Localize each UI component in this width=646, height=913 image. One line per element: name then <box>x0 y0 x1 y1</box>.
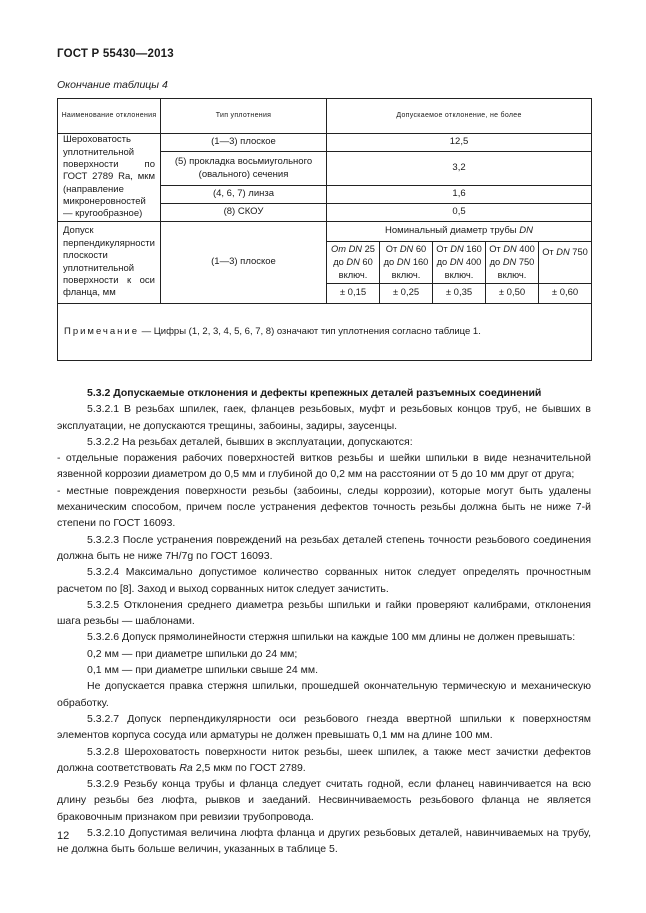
tolerance-value: ± 0,60 <box>539 284 592 304</box>
table-caption: Окончание таблицы 4 <box>57 79 168 91</box>
perpendicularity-label: Допуск перпендикулярности плоскости уплотнительной поверхности к оси фланца, мм <box>58 222 161 304</box>
paragraph: Не допускается правка стержня шпильки, прошедшей окончательную термическую и механическую обработку. <box>57 680 591 709</box>
body-text <box>57 385 591 858</box>
paragraph: - отдельные поражения рабочих поверхностей витков резьбы и шейки шпильки в виде незначительной язвенной коррозии диаметром до 0,5 мм и глубиной до 0,2 мм на расстоянии от 5 до 10 мм друг от друга; <box>57 452 591 481</box>
seal-type-cell: (1—3) плоское <box>161 134 327 152</box>
page-number: 12 <box>57 830 70 842</box>
tolerance-value: ± 0,15 <box>327 284 380 304</box>
paragraph: 5.3.2.4 Максимально допустимое количество сорванных ниток следует определять прочностным расчетом по [8]. Заход и выход сорванных ниток следует зачистить. <box>57 566 591 595</box>
paragraph: 5.3.2.10 Допустимая величина люфта фланца и других резьбовых деталей, навинчиваемых на трубу, не должна быть больше величин, указанных в таблице 5. <box>57 827 591 856</box>
nominal-diameter-header: Номинальный диаметр трубы DN <box>327 222 592 242</box>
range-cell: От DN 400 до DN 750 включ. <box>486 242 539 284</box>
col-header-name: Наименование отклонения <box>58 99 161 134</box>
seal-type-cell: (4, 6, 7) линза <box>161 186 327 204</box>
paragraph-part: 5.3.2.8 Шероховатость поверхности ниток резьбы, шеек шпилек, а также мест зачистки дефектов должна соответствовать <box>57 745 591 774</box>
deviation-value: 3,2 <box>327 152 592 186</box>
ra-symbol: Ra <box>179 761 193 774</box>
table-4 <box>57 98 591 356</box>
paragraph: 0,2 мм — при диаметре шпильки до 24 мм; <box>87 647 298 660</box>
deviation-value: 12,5 <box>327 134 592 152</box>
deviation-value: 1,6 <box>327 186 592 204</box>
note-label: Примечание <box>64 325 139 337</box>
paragraph: 5.3.2.9 Резьбу конца трубы и фланца следует считать годной, если фланец навинчивается на всю длину резьбы без люфта, рывков и заеданий. Несвинчиваемость резьбового фланца не является браковочным признаком при ревизии трубопровода. <box>57 778 591 823</box>
paragraph <box>57 744 591 777</box>
col-header-deviation: Допускаемое отклонение, не более <box>327 99 592 134</box>
table-note <box>58 304 592 361</box>
seal-type-cell: (5) прокладка восьмиугольного (овального) сечения <box>161 152 327 186</box>
tolerance-value: ± 0,50 <box>486 284 539 304</box>
roughness-label: Шероховатость уплотнительной поверхности по ГОСТ 2789 Ra, мкм (направление микронеровностей — кругообразное) <box>58 134 161 222</box>
range-cell: От DN 60 до DN 160 включ. <box>380 242 433 284</box>
paragraph: 5.3.2.1 В резьбах шпилек, гаек, фланцев резьбовых, муфт и резьбовых концов труб, не бывших в эксплуатации, не допускаются трещины, забоины, задиры, заусенцы. <box>57 403 591 432</box>
paragraph: 5.3.2.2 На резьбах деталей, бывших в эксплуатации, допускаются: <box>87 435 413 448</box>
paragraph: 5.3.2.5 Отклонения среднего диаметра резьбы шпильки и гайки проверяют калибрами, отклонения шага резьбы — шаблонами. <box>57 598 591 628</box>
range-cell: От DN 750 <box>539 242 592 284</box>
note-text: — Цифры (1, 2, 3, 4, 5, 6, 7, 8) означают тип уплотнения согласно таблице 1. <box>139 325 481 337</box>
paragraph: - местные повреждения поверхности резьбы (забоины, следы коррозии), которые могут быть удалены механическим способом, причем после устранения дефектов точность резьбы должна быть не ниже 7-й степени по ГОСТ 16093. <box>57 484 591 530</box>
tolerance-value: ± 0,25 <box>380 284 433 304</box>
range-cell: От DN 25 до DN 60 включ. <box>327 242 380 284</box>
range-cell: От DN 160 до DN 400 включ. <box>433 242 486 284</box>
tolerance-value: ± 0,35 <box>433 284 486 304</box>
paragraph-part: 2,5 мкм по ГОСТ 2789. <box>192 761 306 774</box>
col-header-type: Тип уплотнения <box>161 99 327 134</box>
deviation-value: 0,5 <box>327 204 592 222</box>
paragraph: 0,1 мм — при диаметре шпильки свыше 24 мм. <box>87 664 318 677</box>
paragraph: 5.3.2.7 Допуск перпендикулярности оси резьбового гнезда ввертной шпильки к поверхностям элементов корпуса сосуда или арматуры не должен превышать 0,1 мм на длине 100 мм. <box>57 712 591 742</box>
document-header: ГОСТ Р 55430—2013 <box>57 48 174 60</box>
seal-type-cell: (1—3) плоское <box>161 222 327 304</box>
paragraph: 5.3.2.3 После устранения повреждений на резьбах деталей степень точности резьбового соединения должна быть не ниже 7Н/7g по ГОСТ 16093. <box>57 533 591 562</box>
seal-type-cell: (8) СКОУ <box>161 204 327 222</box>
section-heading: 5.3.2 Допускаемые отклонения и дефекты крепежных деталей разъемных соединений <box>87 387 542 399</box>
paragraph: 5.3.2.6 Допуск прямолинейности стержня шпильки на каждые 100 мм длины не должен превышать: <box>87 631 576 644</box>
